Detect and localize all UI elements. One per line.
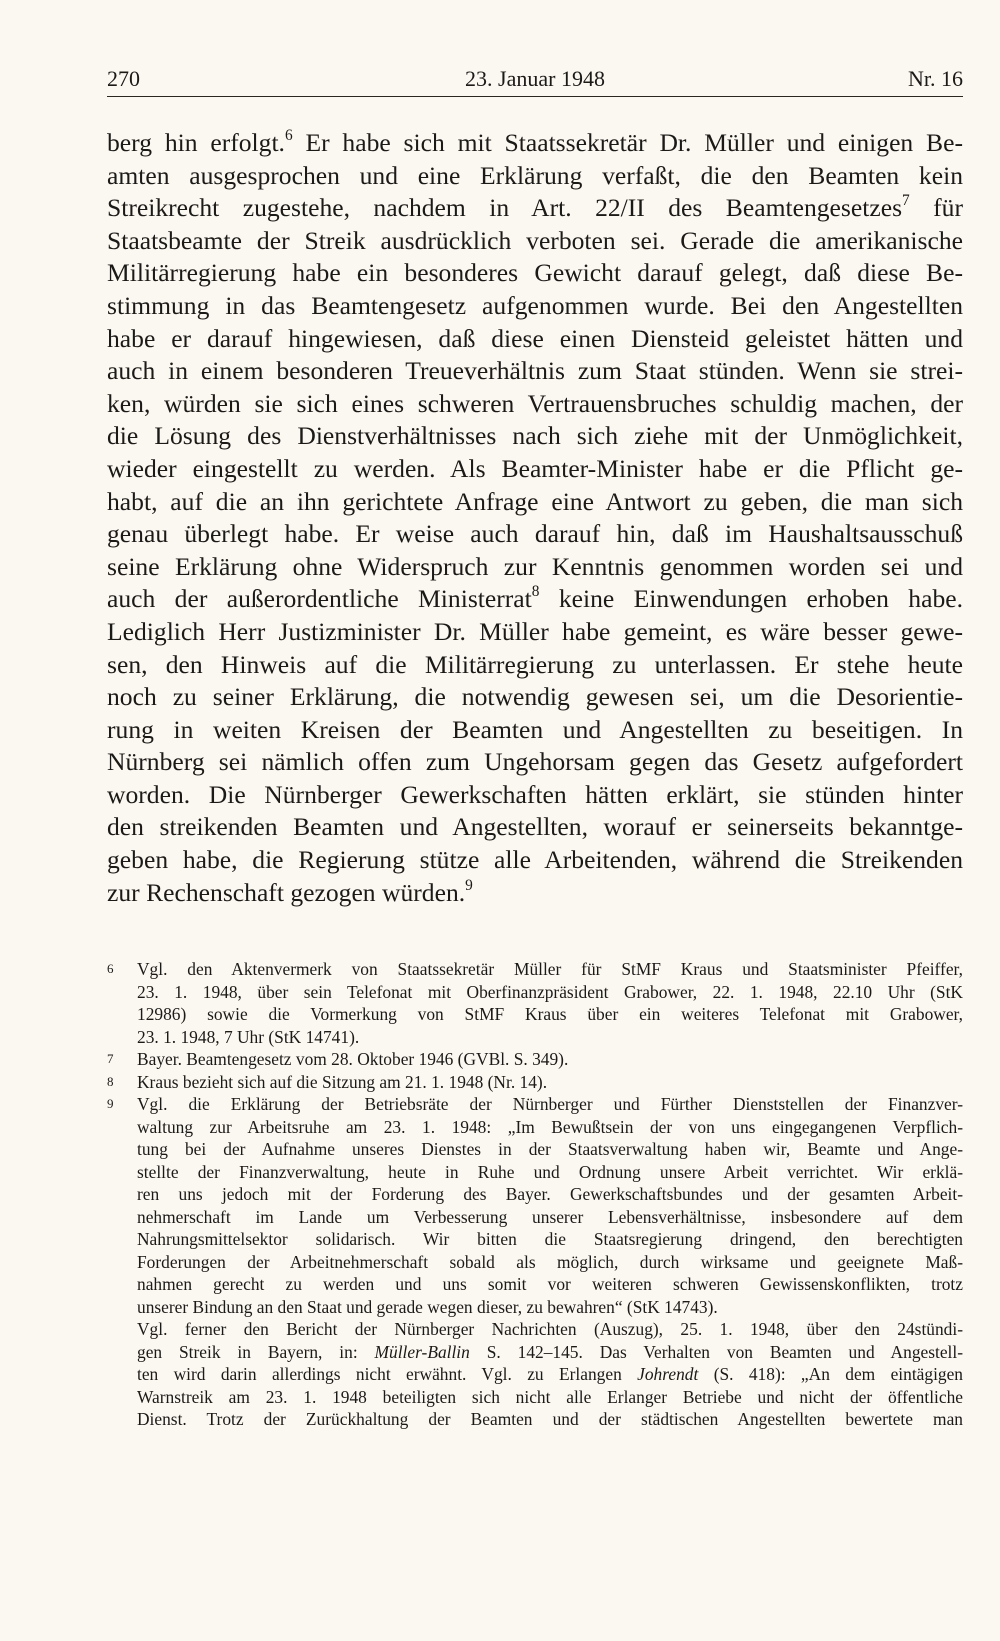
footnote-line bbox=[137, 1003, 963, 1026]
footnote-line bbox=[137, 981, 963, 1004]
page-number: 270 bbox=[107, 66, 140, 91]
text-run: stimmung in das Beamtengesetz aufgenommen wurde. Bei den Angestellten bbox=[107, 290, 963, 320]
text-run: Bayer. Beamtengesetz vom 28. Oktober 1946 (GVBl. S. 349). bbox=[137, 1049, 569, 1069]
footnote-line bbox=[137, 1273, 963, 1296]
body-line bbox=[107, 127, 963, 160]
footnote-number: 7 bbox=[107, 1051, 114, 1066]
text-run: gen Streik in Bayern, in: bbox=[137, 1341, 375, 1362]
text-run: Warnstreik am 23. 1. 1948 beteiligten sich nicht alle Erlanger Betriebe und nicht der öffentliche bbox=[137, 1386, 963, 1407]
text-run: auch der außerordentliche Ministerrat bbox=[107, 584, 532, 614]
body-line bbox=[107, 746, 963, 779]
text-run: Staatsbeamte der Streik ausdrücklich verboten sei. Gerade die amerikanische bbox=[107, 225, 963, 255]
text-run: unserer Bindung an den Staat und gerade wegen dieser, zu bewahren“ (StK 14743). bbox=[137, 1296, 718, 1317]
text-run: Vgl. ferner den Bericht der Nürnberger Nachrichten (Auszug), 25. 1. 1948, über den 24stündi- bbox=[137, 1319, 963, 1339]
footnote bbox=[107, 1048, 963, 1071]
body-line bbox=[107, 811, 963, 844]
body-line bbox=[107, 453, 963, 486]
text-run: Streikrecht zugestehe, nachdem in Art. 22/II des Beamtengesetzes bbox=[107, 193, 903, 223]
body-line bbox=[107, 486, 963, 519]
running-header bbox=[107, 66, 963, 97]
footnotes bbox=[107, 958, 963, 1431]
footnote-reference: 9 bbox=[465, 876, 473, 894]
text-run: 12986) sowie die Vormerkung von StMF Kraus über ein weiteres Telefonat mit Grabower, bbox=[137, 1004, 963, 1024]
text-run: berg hin erfolgt. bbox=[107, 128, 285, 157]
body-line bbox=[107, 225, 963, 258]
text-run: die Lösung des Dienstverhältnisses nach sich ziehe mit der Unmöglichkeit, bbox=[107, 421, 963, 451]
text-run: Lediglich Herr Justizminister Dr. Müller habe gemeint, es wäre besser gewe- bbox=[107, 616, 963, 646]
text-run: sen, den Hinweis auf die Militärregierung zu unterlassen. Er stehe heute bbox=[107, 649, 963, 679]
footnote-number: 6 bbox=[107, 961, 114, 976]
text-run: genau überlegt habe. Er weise auch darauf hin, daß im Haushaltsausschuß bbox=[107, 519, 963, 549]
text-run: wieder eingestellt zu werden. Als Beamter-Minister habe er die Pflicht ge- bbox=[107, 453, 963, 483]
italic-citation: Müller-Ballin bbox=[374, 1341, 470, 1362]
body-line bbox=[107, 649, 963, 682]
text-run: stellte der Finanzverwaltung, heute in Ruhe und Ordnung unsere Arbeit verrichtet. Wir erklä- bbox=[137, 1161, 963, 1182]
footnote-reference: 8 bbox=[531, 583, 540, 601]
body-line bbox=[107, 518, 963, 551]
body-line bbox=[107, 323, 963, 356]
text-run: ten wird darin allerdings nicht erwähnt. Vgl. zu Erlangen bbox=[137, 1364, 638, 1384]
header-date: 23. Januar 1948 bbox=[465, 66, 605, 91]
text-run: (S. 418): „An dem eintägigen bbox=[698, 1364, 964, 1384]
text-run: auch in einem besonderen Treueverhältnis zum Staat stünden. Wenn sie strei- bbox=[107, 356, 963, 386]
body-line bbox=[107, 714, 963, 747]
footnote bbox=[107, 958, 963, 1048]
text-run: Nahrungsmittelsektor solidarisch. Wir bitten die Staatsregierung dringend, den berechtigten bbox=[137, 1229, 963, 1249]
body-line bbox=[107, 877, 963, 910]
text-run: nahmen gerecht zu werden und uns somit vor weiteren schweren Gewissenskonflikten, trotz bbox=[137, 1274, 963, 1294]
footnote-line bbox=[137, 1071, 963, 1094]
footnote-line bbox=[137, 958, 963, 981]
footnote-line bbox=[137, 1386, 963, 1409]
body-line bbox=[107, 779, 963, 812]
body-line bbox=[107, 355, 963, 388]
footnote-line bbox=[137, 1341, 963, 1364]
text-run: 23. 1. 1948, über sein Telefonat mit Oberfinanzpräsident Grabower, 22. 1. 1948, 22.10 Uhr (StK bbox=[137, 981, 963, 1002]
text-run: 23. 1. 1948, 7 Uhr (StK 14741). bbox=[137, 1026, 360, 1047]
text-run: für bbox=[909, 193, 963, 223]
text-run: tung bei der Aufnahme unseres Dienstes in der Staatsverwaltung haben wir, Beamte und Ange- bbox=[137, 1139, 963, 1159]
footnote-reference: 7 bbox=[902, 192, 910, 210]
body-line bbox=[107, 616, 963, 649]
text-run: geben habe, die Regierung stütze alle Arbeitenden, während die Streikenden bbox=[107, 845, 963, 875]
text-run: seine Erklärung ohne Widerspruch zur Kenntnis genommen worden sei und bbox=[107, 551, 963, 581]
footnote-line bbox=[137, 1296, 963, 1319]
text-run: amten ausgesprochen und eine Erklärung verfaßt, die den Beamten kein bbox=[107, 160, 963, 190]
footnote-line bbox=[137, 1363, 963, 1386]
footnote-line bbox=[137, 1093, 963, 1116]
text-run: S. 142–145. Das Verhalten von Beamten und Angestell- bbox=[469, 1341, 964, 1362]
document-number: Nr. 16 bbox=[908, 66, 963, 91]
footnote-line bbox=[137, 1138, 963, 1161]
footnote-line bbox=[137, 1161, 963, 1184]
body-line bbox=[107, 257, 963, 290]
text-run: nehmerschaft im Lande um Verbesserung unserer Lebensverhältnisse, insbesondere auf dem bbox=[137, 1206, 963, 1227]
body-line bbox=[107, 290, 963, 323]
text-run: waltung zur Arbeitsruhe am 23. 1. 1948: „Im Bewußtsein der von uns eingegangenen Verpflich- bbox=[137, 1116, 963, 1137]
footnote-number: 9 bbox=[107, 1096, 114, 1111]
footnote-line bbox=[137, 1026, 963, 1049]
text-run: Vgl. den Aktenvermerk von Staatssekretär Müller für StMF Kraus und Staatsminister Pfeiffer, bbox=[137, 959, 963, 979]
body-line bbox=[107, 192, 963, 225]
footnote-line bbox=[137, 1206, 963, 1229]
text-run: zur Rechenschaft gezogen würden. bbox=[107, 877, 466, 907]
body-line bbox=[107, 388, 963, 421]
footnote-line bbox=[137, 1048, 963, 1071]
footnote-line bbox=[137, 1318, 963, 1341]
text-run: Nürnberg sei nämlich offen zum Ungehorsam gegen das Gesetz aufgefordert bbox=[107, 747, 963, 777]
body-line bbox=[107, 551, 963, 584]
footnote-line bbox=[137, 1183, 963, 1206]
text-run: Vgl. die Erklärung der Betriebsräte der Nürnberger und Fürther Dienststellen der Finanzver- bbox=[137, 1094, 963, 1114]
text-run: Forderungen der Arbeitnehmerschaft sobald als möglich, durch wirksame und geeignete Maß- bbox=[137, 1251, 963, 1272]
body-line bbox=[107, 160, 963, 193]
text-run: worden. Die Nürnberger Gewerkschaften hätten erklärt, sie stünden hinter bbox=[107, 779, 963, 809]
body-line bbox=[107, 681, 963, 714]
text-run: Militärregierung habe ein besonderes Gewicht darauf gelegt, daß diese Be- bbox=[107, 258, 963, 288]
text-run: ren uns jedoch mit der Forderung des Bayer. Gewerkschaftsbundes und der gesamten Arbeit- bbox=[137, 1184, 963, 1204]
text-run: keine Einwendungen erhoben habe. bbox=[539, 584, 963, 614]
footnote-line bbox=[137, 1408, 963, 1431]
text-run: noch zu seiner Erklärung, die notwendig gewesen sei, um die Desorientie- bbox=[107, 682, 963, 712]
footnote-line bbox=[137, 1228, 963, 1251]
footnote-line bbox=[137, 1116, 963, 1139]
footnote bbox=[107, 1071, 963, 1094]
text-run: Er habe sich mit Staatssekretär Dr. Müller und einigen Be- bbox=[292, 128, 963, 157]
text-run: habt, auf die an ihn gerichtete Anfrage eine Antwort zu geben, die man sich bbox=[107, 486, 963, 516]
text-run: rung in weiten Kreisen der Beamten und Angestellten zu beseitigen. In bbox=[107, 714, 963, 744]
footnote-line bbox=[137, 1251, 963, 1274]
body-line bbox=[107, 844, 963, 877]
footnote bbox=[107, 1093, 963, 1431]
footnote-reference: 6 bbox=[284, 126, 293, 144]
text-run: Dienst. Trotz der Zurückhaltung der Beamten und der städtischen Angestellten bewertete man bbox=[137, 1409, 963, 1429]
text-run: ken, würden sie sich eines schweren Vertrauensbruches schuldig machen, der bbox=[107, 388, 963, 418]
text-run: habe er darauf hingewiesen, daß diese einen Diensteid geleistet hätten und bbox=[107, 323, 963, 353]
text-run: Kraus bezieht sich auf die Sitzung am 21. 1. 1948 (Nr. 14). bbox=[137, 1071, 548, 1092]
body-line bbox=[107, 583, 963, 616]
body-line bbox=[107, 420, 963, 453]
text-run: den streikenden Beamten und Angestellten, worauf er seinerseits bekanntge- bbox=[107, 812, 963, 842]
footnote-number: 8 bbox=[107, 1073, 114, 1089]
italic-citation: Johrendt bbox=[637, 1364, 699, 1384]
body-text bbox=[107, 127, 963, 909]
